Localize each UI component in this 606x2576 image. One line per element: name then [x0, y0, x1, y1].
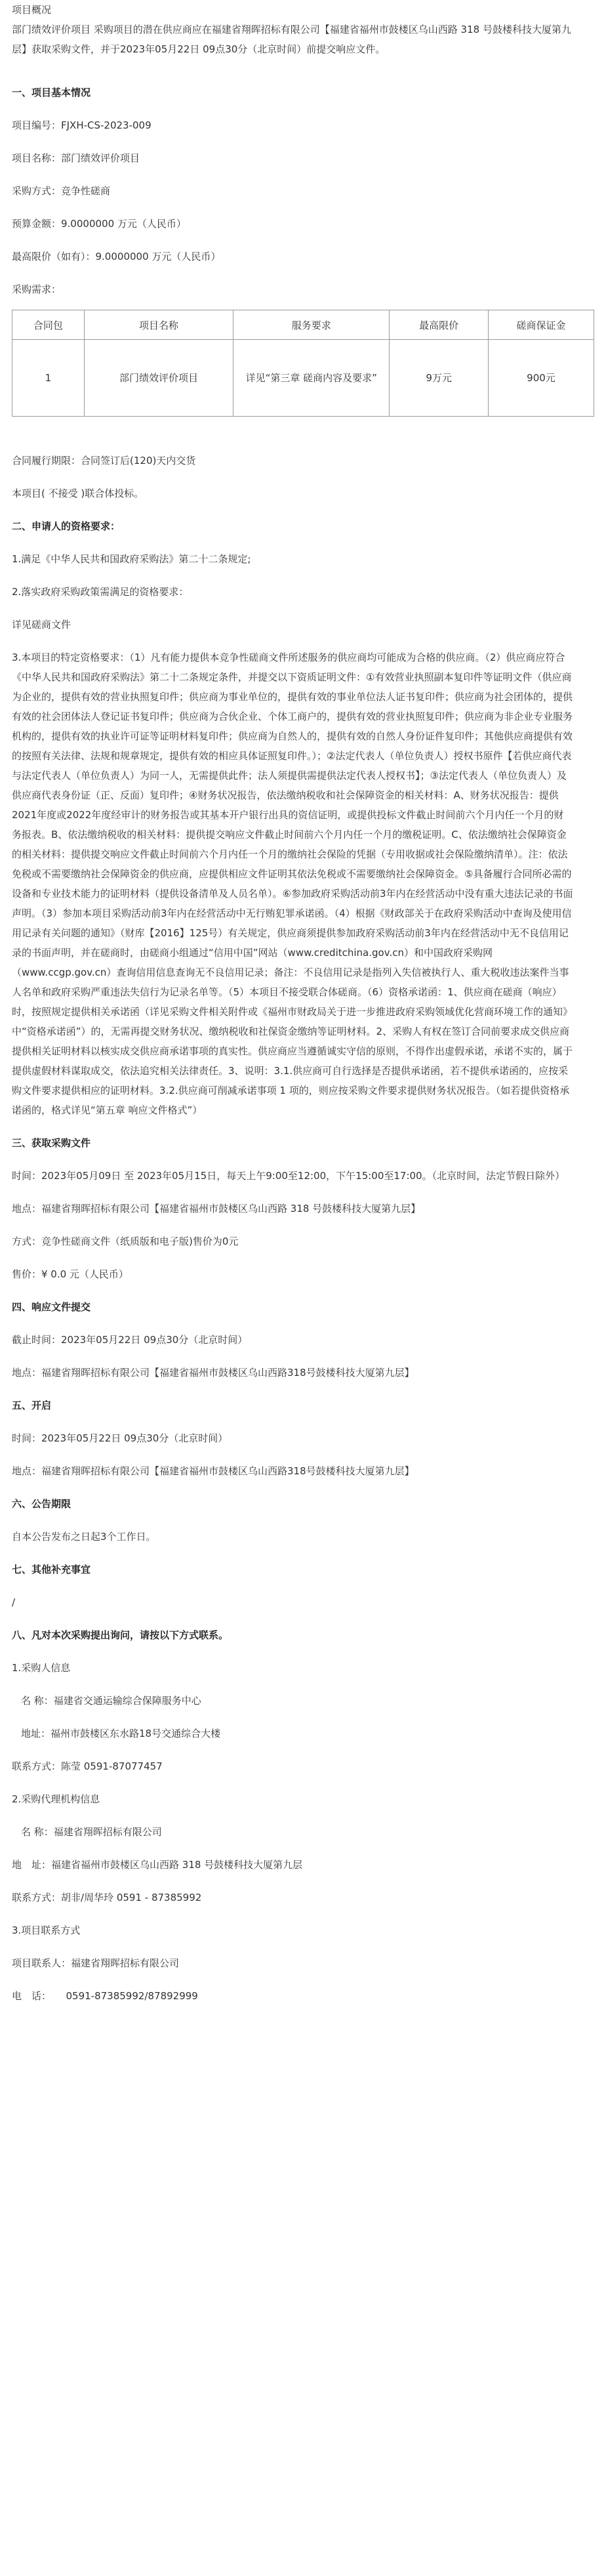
- submission-deadline: 截止时间：2023年05月22日 09点30分（北京时间）: [12, 1334, 248, 1346]
- overview-text: 部门绩效评价项目 采购项目的潜在供应商应在福建省翔晖招标有限公司【福建省福州市鼓楼区乌山西路 318 号鼓楼科技大厦第九层】获取采购文件，并于2023年05月22日 09点30分（北京时间）前提交响应文件。: [12, 24, 571, 55]
- table-header-cell: 合同包: [12, 310, 85, 340]
- section-contact-title: 八、凡对本次采购提出询问，请按以下方式联系。: [12, 1629, 229, 1641]
- section-basic-info-title: 一、项目基本情况: [12, 87, 91, 98]
- opening-time: 时间：2023年05月22日 09点30分（北京时间）: [12, 1432, 228, 1444]
- project-number: 项目编号：FJXH-CS-2023-009: [12, 119, 152, 131]
- table-header-row: [12, 310, 594, 340]
- procurement-method: 采购方式：竞争性磋商: [12, 185, 111, 197]
- purchaser-name: 名 称：福建省交通运输综合保障服务中心: [21, 1695, 201, 1707]
- table-header-cell: 最高限价: [390, 310, 489, 340]
- overview-title: 项目概况: [12, 4, 52, 16]
- purchaser-info-title: 1.采购人信息: [12, 1662, 71, 1674]
- project-name: 项目名称：部门绩效评价项目: [12, 152, 140, 164]
- obtain-way: 方式：竞争性磋商文件（纸质版和电子版)售价为0元: [12, 1236, 239, 1247]
- demand-table: [12, 310, 594, 417]
- period-text: 自本公告发布之日起3个工作日。: [12, 1531, 156, 1543]
- opening-place: 地点：福建省翔晖招标有限公司【福建省福州市鼓楼区乌山西路318号鼓楼科技大厦第九层】: [12, 1465, 414, 1477]
- section-submission-title: 四、响应文件提交: [12, 1301, 91, 1313]
- agency-address: 地 址：福建省福州市鼓楼区乌山西路 318 号鼓楼科技大厦第九层: [12, 1859, 303, 1871]
- agency-phone: 联系方式：胡非/周华玲 0591 - 87385992: [12, 1892, 202, 1903]
- other-text: /: [12, 1596, 16, 1608]
- section-opening-title: 五、开启: [12, 1400, 52, 1411]
- project-contact-title: 3.项目联系方式: [12, 1924, 81, 1936]
- table-cell: 详见“第三章 磋商内容及要求”: [233, 340, 390, 417]
- section-qualification-title: 二、申请人的资格要求：: [12, 520, 121, 532]
- agency-info-title: 2.采购代理机构信息: [12, 1793, 100, 1805]
- qualification-item-2: 2.落实政府采购政策需满足的资格要求：: [12, 586, 189, 598]
- table-cell: 900元: [488, 340, 594, 417]
- section-other-title: 七、其他补充事宜: [12, 1564, 91, 1575]
- agency-name: 名 称：福建省翔晖招标有限公司: [21, 1826, 162, 1838]
- section-period-title: 六、公告期限: [12, 1498, 71, 1510]
- max-price: 最高限价（如有）：9.0000000 万元（人民币）: [12, 251, 221, 262]
- budget-amount: 预算金额：9.0000000 万元（人民币）: [12, 218, 186, 230]
- obtain-time: 时间：2023年05月09日 至 2023年05月15日，每天上午9:00至12:00，下午15:00至17:00。（北京时间，法定节假日除外）: [12, 1170, 565, 1182]
- table-cell: 9万元: [390, 340, 489, 417]
- qualification-item-1: 1.满足《中华人民共和国政府采购法》第二十二条规定;: [12, 553, 251, 565]
- section-obtain-docs-title: 三、获取采购文件: [12, 1137, 91, 1149]
- demand-label: 采购需求：: [12, 283, 62, 295]
- table-row: [12, 340, 594, 417]
- purchaser-address: 地址：福州市鼓楼区东水路18号交通综合大楼: [21, 1728, 221, 1739]
- table-header-cell: 项目名称: [84, 310, 233, 340]
- table-header-cell: 磋商保证金: [488, 310, 594, 340]
- project-contact-person: 项目联系人：福建省翔晖招标有限公司: [12, 1957, 180, 1969]
- table-cell: 1: [12, 340, 85, 417]
- purchaser-phone: 联系方式：陈莹 0591-87077457: [12, 1760, 163, 1772]
- obtain-price: 售价：¥ 0.0 元（人民币）: [12, 1268, 129, 1280]
- submission-place: 地点：福建省翔晖招标有限公司【福建省福州市鼓楼区乌山西路318号鼓楼科技大厦第九层】: [12, 1367, 414, 1379]
- project-contact-phone: 电 话： 0591-87385992/87892999: [12, 1990, 198, 2002]
- table-cell: 部门绩效评价项目: [84, 340, 233, 417]
- qualification-see-doc: 详见磋商文件: [12, 619, 71, 631]
- joint-bid-note: 本项目( 不接受 )联合体投标。: [12, 488, 144, 499]
- table-header-cell: 服务要求: [233, 310, 390, 340]
- qualification-item-3: 3.本项目的特定资格要求：（1）凡有能力提供本竞争性磋商文件所述服务的供应商均可能成为合格的供应商。（2）供应商应符合《中华人民共和国政府采购法》第二十二条规定条件，并提交以下资质证明文件：①有效营业执照副本复印件等证明文件（供应商为企业的，提供有效的营业执照复印件；供应商为事业单位的，提供有效的事业单位法人证书复印件；供应商为社会团体的，提供有效的社会团体法人登记证书复印件；供应商为合伙企业、个体工商户的，提供有效的营业执照复印件；供应商为非企业专业服务机构的，提供有效的执业许可证等证明材料复印件；供应商为自然人的，提供有效的自然人身份证件复印件；其他供应商提供有效的按照有关法律、法规和规章规定，提供有效的相应具体证照复印件。）；②法定代表人（单位负责人）授权书原件【若供应商代表与法定代表人（单位负责人）为同一人，无需提供此件；法人须提供需提供法定代表人授权书】；③法定代表人（单位负责人）及供应商代表身份证（正、反面）复印件；④财务状况报告，依法缴纳税收和社会保障资金的相关材料：A、财务状况报告：提供2021年度或2022年度经审计的财务报告或其基本开户银行出具的资信证明，或提供投标文件截止时间前六个月内任一个月的财务报表。B、依法缴纳税收的相关材料：提供提交响应文件截止时间前六个月内任一个月的缴税证明。C、依法缴纳社会保障资金的相关材料：提供提交响应文件截止时间前六个月内任一个月的缴纳社会保险的凭据（专用收据或社会保险缴纳清单）。注：依法免税或不需要缴纳社会保障资金的供应商，应提供相应文件证明其依法免税或不需要缴纳社会保障资金。⑤具备履行合同所必需的设备和专业技术能力的证明材料（提供设备清单及人员名单）。⑥参加政府采购活动前3年内在经营活动中没有重大违法记录的书面声明。（3）参加本项目采购活动前3年内在经营活动中无行贿犯罪承诺函。（4）根据《财政部关于在政府采购活动中查询及使用信用记录有关问题的通知》（财库【2016】125号）有关规定，供应商须提供参加政府采购活动前3年内在经营活动中无不良信用记录的书面声明，并在磋商时，由磋商小组通过“信用中国”网站（www.creditchina.gov.cn）和中国政府采购网（www.ccgp.gov.cn）查询信用信息查询无不良信用记录；备注：不良信用记录是指列入失信被执行人、重大税收违法案件当事人名单和政府采购严重违法失信行为记录名单等。（5）本项目不接受联合体磋商。（6）资格承诺函：1、供应商在磋商（响应）时，按照规定提供相关承诺函（详见采购文件相关附件或《福州市财政局关于进一步推进政府采购领域优化营商环境工作的通知》中“资格承诺函”）的，无需再提交财务状况、缴纳税收和社保资金缴纳等证明材料。2、采购人有权在签订合同前要求成交供应商提供相关证明材料以核实成交供应商承诺事项的真实性。供应商应当遵循诚实守信的原则，不得作出虚假承诺，承诺不实的，属于提供虚假材料谋取成交，依法追究相关法律责任。3、说明：3.1.供应商可自行选择是否提供承诺函，若不提供承诺函的，应按采购文件要求提供相应的证明材料。3.2.供应商可削减承诺事项 1 项的，则应按采购文件要求提供财务状况报告。（如若提供资格承诺函的，格式详见“第五章 响应文件格式”）: [12, 652, 573, 1116]
- obtain-place: 地点：福建省翔晖招标有限公司【福建省福州市鼓楼区乌山西路 318 号鼓楼科技大厦第九层】: [12, 1203, 421, 1215]
- contract-term: 合同履行期限：合同签订后(120)天内交货: [12, 455, 196, 467]
